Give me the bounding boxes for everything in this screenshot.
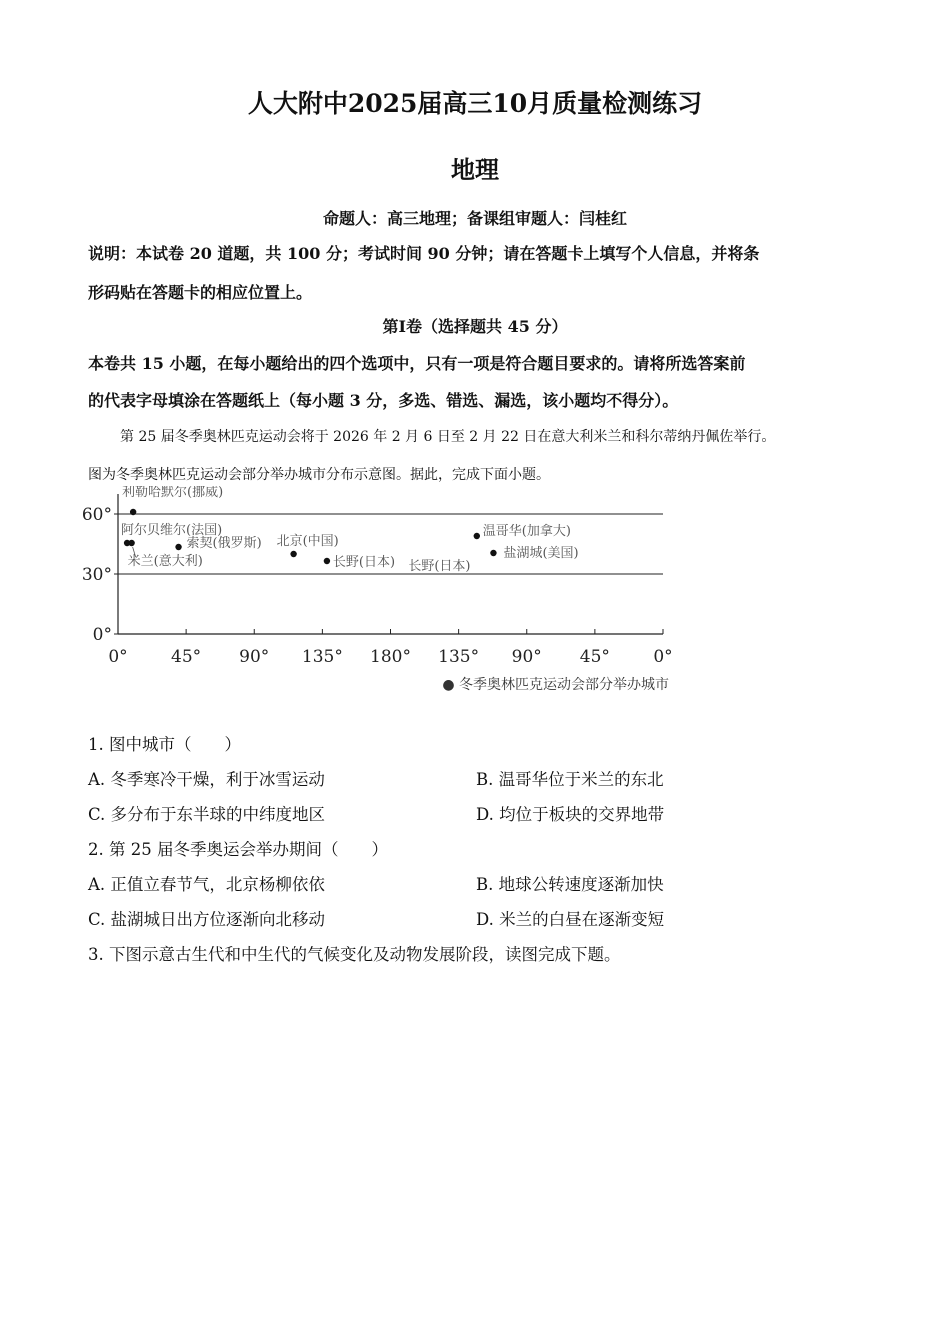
city-label-extra: 长野(日本): [408, 559, 471, 574]
q1-option-c[interactable]: C. 多分布于东半球的中纬度地区: [88, 805, 326, 824]
note-line-1: 说明：本试卷 20 道题，共 100 分；考试时间 90 分钟；请在答题卡上填写个人信息，并将条: [88, 244, 760, 263]
city-point: [130, 509, 136, 515]
city-point: [290, 551, 296, 557]
question-3-stem: 3. 下图示意古生代和中生代的气候变化及动物发展阶段，读图完成下题。: [88, 945, 621, 964]
x-tick-label: 135°: [301, 647, 343, 667]
x-tick-label: 135°: [438, 647, 480, 667]
city-label: 阿尔贝维尔(法国): [121, 523, 223, 538]
q1-option-b[interactable]: B. 温哥华位于米兰的东北: [476, 770, 664, 789]
city-point: [128, 540, 134, 546]
q2-option-d[interactable]: D. 米兰的白昼在逐渐变短: [476, 910, 665, 929]
city-label: 北京(中国): [276, 534, 339, 549]
x-tick-label: 0°: [108, 647, 128, 667]
city-point: [324, 558, 330, 564]
q2-option-a[interactable]: A. 正值立春节气，北京杨柳依依: [88, 875, 325, 894]
city-label: 长野(日本): [332, 555, 396, 570]
passage-line-1: 第 25 届冬季奥林匹克运动会将于 2026 年 2 月 6 日至 2 月 22 日在意大利米兰和科尔蒂纳丹佩佐举行。: [120, 429, 776, 445]
x-tick-label: 90°: [239, 647, 270, 667]
x-tick-label: 180°: [370, 647, 411, 667]
y-tick-label: 60°: [81, 505, 112, 525]
city-label: 利勒哈默尔(挪威): [122, 486, 224, 500]
authors-line: 命题人：高三地理；备课组审题人：闫桂红: [322, 209, 627, 228]
q1-option-a[interactable]: A. 冬季寒冷干燥，利于冰雪运动: [88, 770, 325, 789]
x-tick-label: 45°: [171, 647, 202, 667]
q2-option-c[interactable]: C. 盐湖城日出方位逐渐向北移动: [88, 910, 326, 929]
passage-line-2: 图为冬季奥林匹克运动会部分举办城市分布示意图。据此，完成下面小题。: [88, 467, 550, 483]
section-title: 第Ⅰ卷（选择题共 45 分）: [382, 317, 568, 336]
note-line-2: 形码贴在答题卡的相应位置上。: [88, 283, 313, 302]
city-point: [474, 533, 480, 539]
city-label: 温哥华(加拿大): [482, 524, 571, 539]
y-tick-label: 30°: [81, 565, 112, 585]
y-tick-label: 0°: [92, 625, 112, 645]
section-instruction-2: 的代表字母填涂在答题纸上（每小题 3 分，多选、错选、漏选，该小题均不得分）。: [88, 391, 679, 410]
city-label: 米兰(意大利): [127, 554, 203, 569]
section-instruction-1: 本卷共 15 小题，在每小题给出的四个选项中，只有一项是符合题目要求的。请将所选答案前: [88, 354, 746, 373]
city-point: [175, 544, 181, 550]
city-label: 索契(俄罗斯): [186, 536, 262, 551]
question-1-stem: 1. 图中城市（ ）: [88, 735, 241, 754]
question-2-stem: 2. 第 25 届冬季奥运会举办期间（ ）: [88, 840, 388, 859]
q1-option-d[interactable]: D. 均位于板块的交界地带: [476, 805, 665, 824]
x-tick-label: 90°: [511, 647, 542, 667]
x-tick-label: 45°: [579, 647, 610, 667]
city-label: 盐湖城(美国): [503, 546, 579, 561]
exam-title: 人大附中2025届高三10月质量检测练习: [247, 89, 703, 118]
q2-option-b[interactable]: B. 地球公转速度逐渐加快: [476, 875, 664, 894]
x-tick-label: 0°: [653, 647, 673, 667]
subject-title: 地理: [451, 155, 499, 184]
legend: ● 冬季奥林匹克运动会部分举办城市: [442, 677, 669, 693]
olympic-cities-chart: [80, 486, 700, 696]
city-point: [490, 550, 496, 556]
